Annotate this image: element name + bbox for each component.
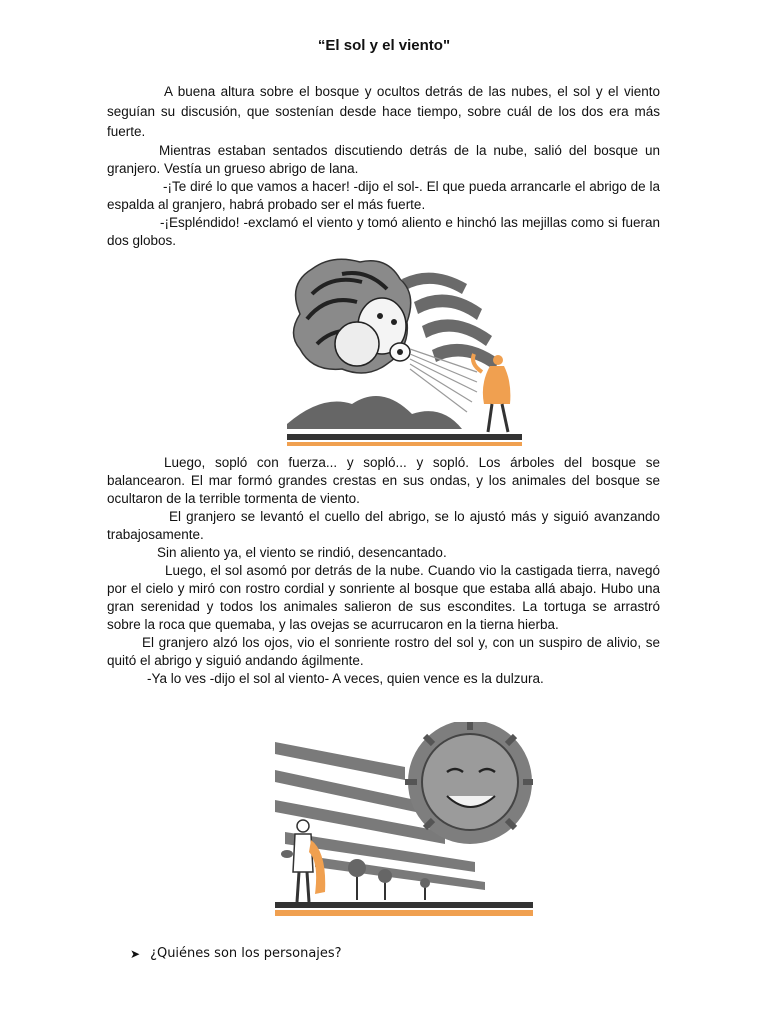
paragraph-8: Luego, el sol asomó por detrás de la nube. Cuando vio la castigada tierra, navegó por el cielo y miró con rostro cordial y sonriente al bosque que estaba allá abajo. Hubo una gran serenidad y todos los animales salieron de sus escondites. La tortuga se arrastró sobre la roca que quemaba, y las ovejas se acurrucaron en la tierna hierba. xyxy=(107,563,660,632)
wind-stripes xyxy=(402,273,500,370)
question-item xyxy=(130,946,342,961)
paragraph-5: Luego, sopló con fuerza... y sopló... y sopló. Los árboles del bosque se balancearon. El mar formó grandes crestas en sus ondas, y los animales del bosque se ocultaron de la terrible tormenta de viento. xyxy=(107,455,660,506)
story-continuation xyxy=(107,454,660,688)
page-title: “El sol y el viento" xyxy=(317,37,451,54)
wind-face xyxy=(294,259,411,373)
sun-illustration xyxy=(275,722,533,922)
paragraph-9: El granjero alzó los ojos, vio el sonriente rostro del sol y, con un suspiro de alivio, se quitó el abrigo y siguió andando ágilmente. xyxy=(107,635,660,668)
paragraph-4: -¡Espléndido! -exclamó el viento y tomó aliento e hinchó las mejillas como si fueran dos globos. xyxy=(107,215,660,248)
paragraph-6: El granjero se levantó el cuello del abrigo, se lo ajustó más y siguió avanzando trabajosamente. xyxy=(107,509,660,542)
question-text: ¿Quiénes son los personajes? xyxy=(150,946,342,961)
story-intro xyxy=(107,82,660,250)
paragraph-10: -Ya lo ves -dijo el sol al viento- A veces, quien vence es la dulzura. xyxy=(147,671,544,686)
paragraph-1: A buena altura sobre el bosque y ocultos detrás de las nubes, el sol y el viento seguían su discusión, que sostenían desde hace tiempo, sobre cuál de los dos era más fuerte. xyxy=(107,84,660,139)
arrow-bullet-icon: ➤ xyxy=(130,946,141,961)
smiling-sun xyxy=(405,722,533,844)
paragraph-3: -¡Te diré lo que vamos a hacer! -dijo el sol-. El que pueda arrancarle el abrigo de la espalda al granjero, habrá probado ser el más fuerte. xyxy=(107,179,660,212)
paragraph-7: Sin aliento ya, el viento se rindió, desencantado. xyxy=(157,545,447,560)
paragraph-2: Mientras estaban sentados discutiendo detrás de la nube, salió del bosque un granjero. Vestía un grueso abrigo de lana. xyxy=(107,143,660,176)
wind-illustration xyxy=(282,254,528,448)
